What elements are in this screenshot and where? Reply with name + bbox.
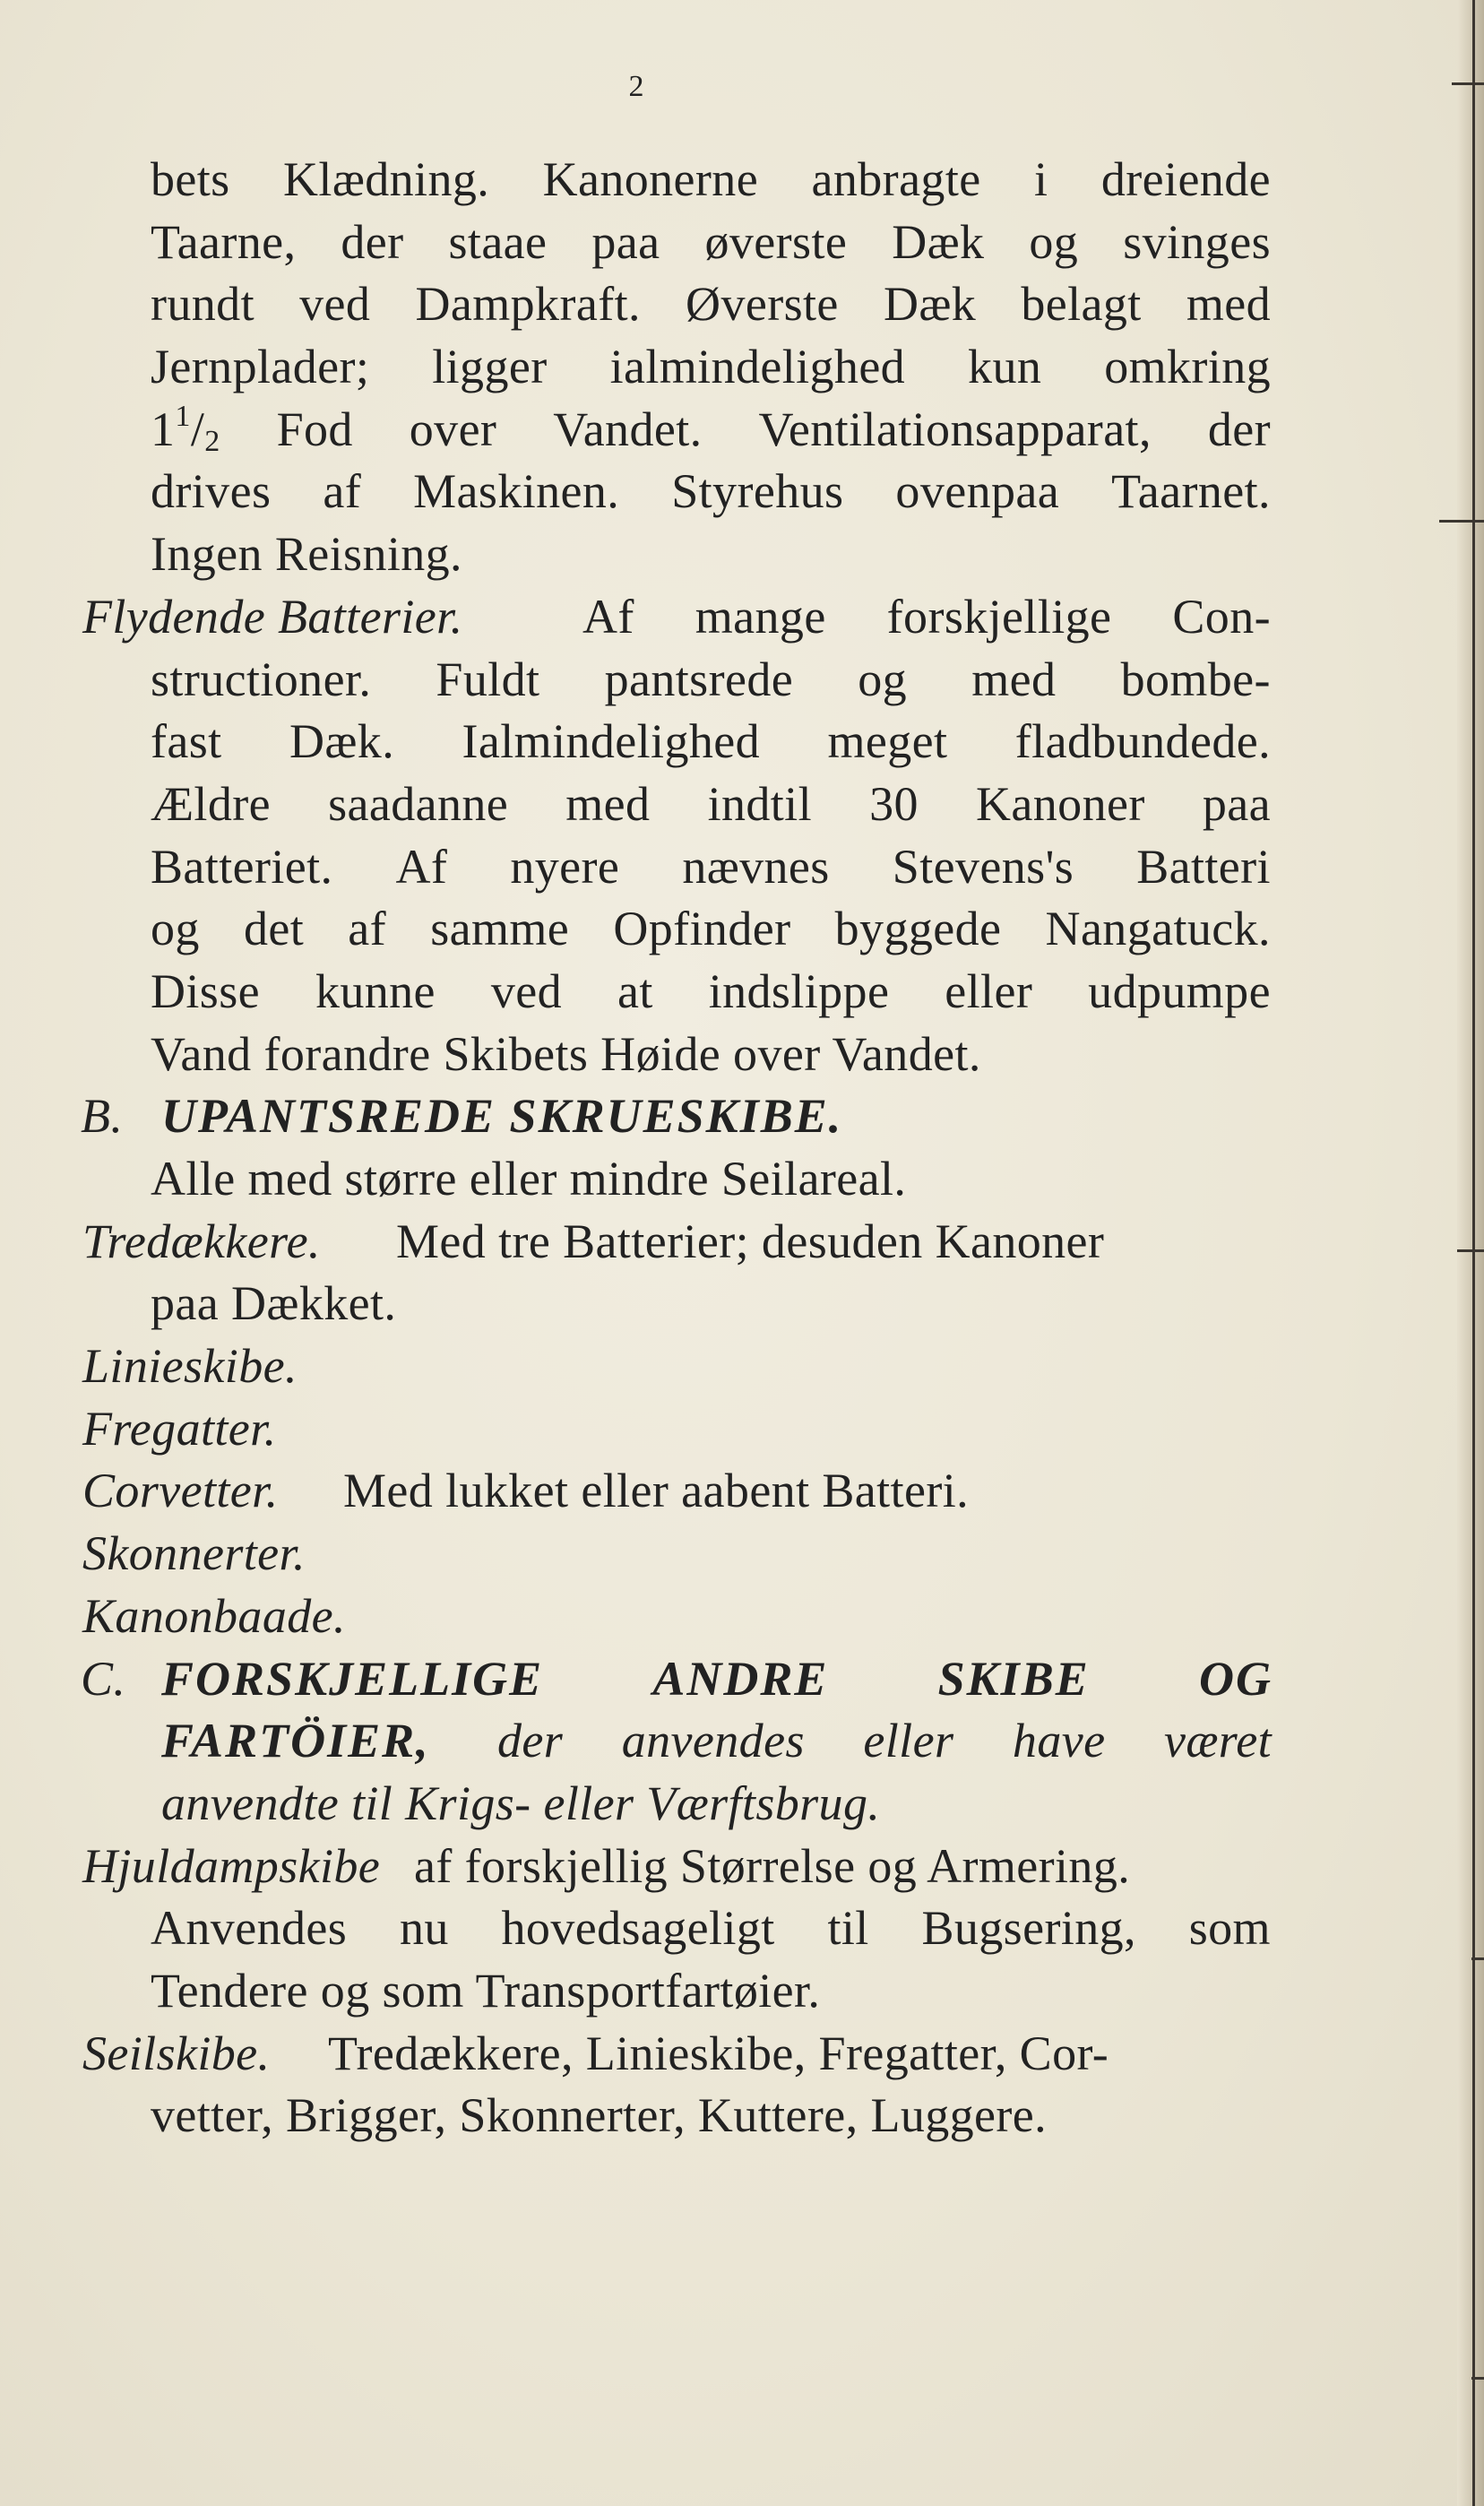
word: ovenpaa bbox=[895, 464, 1060, 519]
word: Styrehus bbox=[671, 464, 844, 519]
word: eller bbox=[945, 964, 1033, 1018]
word: pantsrede bbox=[604, 652, 794, 706]
word: i bbox=[1034, 152, 1048, 206]
text-line bbox=[72, 1836, 1344, 1898]
word: og bbox=[858, 652, 908, 706]
word: Anvendes bbox=[151, 1901, 348, 1956]
word: Dæk bbox=[883, 277, 977, 332]
justified-words bbox=[151, 461, 1271, 523]
text-line bbox=[72, 1024, 1344, 1086]
word: ved bbox=[299, 277, 371, 332]
word: Øverste bbox=[686, 277, 839, 332]
justified-words bbox=[151, 649, 1271, 712]
word: indslippe bbox=[708, 964, 890, 1018]
word: Ialmindelighed bbox=[462, 714, 761, 769]
word: Fod bbox=[276, 402, 353, 456]
word: det bbox=[243, 902, 305, 956]
entry-term: Flydende Batterier. bbox=[82, 589, 463, 644]
text-line bbox=[72, 399, 1344, 462]
word: der bbox=[1207, 402, 1271, 456]
line-text: Ingen Reisning. bbox=[151, 527, 462, 582]
justified-words bbox=[151, 149, 1271, 212]
italic-word: været bbox=[1164, 1714, 1272, 1768]
section-subtitle: anvendte til Krigs- eller Værftsbrug. bbox=[161, 1776, 881, 1830]
word: paa bbox=[591, 214, 660, 269]
italic-word: anvendes bbox=[621, 1714, 805, 1768]
text-line bbox=[72, 273, 1344, 336]
text-line bbox=[72, 649, 1344, 712]
word: Batteriet. bbox=[151, 839, 333, 894]
word: rundt bbox=[151, 277, 255, 332]
text-line bbox=[72, 1398, 1344, 1461]
word: fast bbox=[151, 714, 222, 769]
text-line bbox=[72, 586, 1344, 649]
justified-words bbox=[151, 1897, 1271, 1960]
justified-heading bbox=[161, 1648, 1273, 1711]
justified-words bbox=[151, 212, 1271, 274]
text-line bbox=[72, 961, 1344, 1024]
word: Fuldt bbox=[436, 652, 540, 706]
word: bombe- bbox=[1120, 652, 1271, 706]
word: der bbox=[341, 214, 404, 269]
fraction-whole: 1 bbox=[151, 402, 176, 456]
fraction-denominator: 2 bbox=[204, 424, 220, 458]
word: øverste bbox=[704, 214, 848, 269]
text-line bbox=[72, 1273, 1344, 1335]
justified-words bbox=[151, 273, 1271, 336]
line-text: vetter, Brigger, Skonnerter, Kuttere, Luggere. bbox=[151, 2088, 1048, 2143]
word: som bbox=[1188, 1901, 1271, 1956]
entry-term: Kanonbaade. bbox=[82, 1588, 346, 1643]
word: belagt bbox=[1021, 277, 1142, 332]
text-line bbox=[72, 773, 1344, 836]
section-title: UPANTSREDE SKRUESKIBE. bbox=[161, 1089, 843, 1144]
line-text: Alle med større eller mindre Seilareal. bbox=[151, 1152, 907, 1205]
word: og bbox=[151, 902, 200, 956]
word: Af bbox=[582, 589, 634, 644]
italic-word: eller bbox=[863, 1714, 954, 1768]
word: omkring bbox=[1104, 340, 1271, 394]
justified-words bbox=[151, 836, 1271, 899]
word: paa bbox=[1202, 776, 1271, 831]
word: ved bbox=[490, 964, 563, 1018]
section-heading-b bbox=[72, 1085, 1344, 1148]
heading-word: OG bbox=[1198, 1651, 1273, 1706]
word: Kanoner bbox=[976, 776, 1145, 831]
word: udpumpe bbox=[1088, 964, 1271, 1018]
word: Ventilationsapparat, bbox=[758, 402, 1152, 456]
word: fladbundede. bbox=[1014, 714, 1271, 769]
italic-word: der bbox=[497, 1714, 564, 1768]
word: med bbox=[565, 776, 651, 831]
word: dreiende bbox=[1100, 152, 1271, 206]
spine-binding-line bbox=[1472, 0, 1475, 2506]
text-line bbox=[72, 836, 1344, 899]
word: til bbox=[827, 1901, 869, 1956]
word: Jernplader; bbox=[151, 340, 370, 394]
text-line bbox=[72, 1148, 1344, 1211]
word: Stevens's bbox=[892, 839, 1074, 894]
word: Dæk bbox=[892, 214, 985, 269]
word: Ældre bbox=[151, 776, 271, 831]
word: Maskinen. bbox=[413, 464, 620, 519]
text-line bbox=[72, 1710, 1344, 1773]
word: kunne bbox=[315, 964, 436, 1018]
entry-term: Seilskibe. bbox=[82, 2026, 271, 2080]
word: samme bbox=[430, 902, 570, 956]
word: structioner. bbox=[151, 652, 372, 706]
word: drives bbox=[151, 464, 272, 519]
word: Taarne, bbox=[151, 214, 297, 269]
word: at bbox=[617, 964, 653, 1018]
text-line bbox=[72, 1211, 1344, 1274]
text-line bbox=[72, 1897, 1344, 1960]
word: anbragte bbox=[811, 152, 981, 206]
word: Dampkraft. bbox=[415, 277, 641, 332]
word: Taarnet. bbox=[1111, 464, 1271, 519]
word: Batteri bbox=[1136, 839, 1271, 894]
word: svinges bbox=[1123, 214, 1271, 269]
text-line bbox=[72, 711, 1344, 773]
fraction-slash: / bbox=[190, 402, 205, 456]
section-title-continued: FARTÖIER, bbox=[161, 1714, 430, 1768]
margin-mark bbox=[1471, 2377, 1484, 2380]
word: med bbox=[1186, 277, 1271, 332]
entry-description: af forskjellig Størrelse og Armering. bbox=[414, 1838, 1131, 1893]
text-line bbox=[72, 1335, 1344, 1398]
word: over bbox=[409, 402, 497, 456]
section-label: C. bbox=[81, 1651, 126, 1706]
page-number: 2 bbox=[628, 70, 644, 103]
text-line bbox=[72, 2023, 1344, 2086]
word: Af bbox=[395, 839, 448, 894]
justified-words bbox=[582, 586, 1271, 649]
page-spine bbox=[1457, 0, 1484, 2506]
word: med bbox=[971, 652, 1057, 706]
word: Nangatuck. bbox=[1045, 902, 1271, 956]
text-line bbox=[72, 1773, 1344, 1836]
word: kun bbox=[968, 340, 1042, 394]
text-line bbox=[72, 1586, 1344, 1648]
word: Vandet. bbox=[553, 402, 703, 456]
word: byggede bbox=[834, 902, 1002, 956]
justified-words bbox=[151, 711, 1271, 773]
heading-word: ANDRE bbox=[652, 1651, 829, 1706]
word: Klædning. bbox=[283, 152, 490, 206]
entry-term: Linieskibe. bbox=[82, 1339, 298, 1394]
word: forskjellige bbox=[886, 589, 1112, 644]
word: meget bbox=[827, 714, 948, 769]
text-line bbox=[72, 1960, 1344, 2023]
entry-description: Tredækkere, Linieskibe, Fregatter, Cor- bbox=[328, 2026, 1109, 2080]
text-line bbox=[72, 523, 1344, 586]
justified-italic-words bbox=[497, 1710, 1272, 1773]
justified-words bbox=[151, 773, 1271, 836]
word: Dæk. bbox=[289, 714, 395, 769]
text-line bbox=[72, 1523, 1344, 1586]
text-line bbox=[72, 461, 1344, 523]
margin-mark bbox=[1457, 1249, 1484, 1252]
word: ligger bbox=[432, 340, 548, 394]
word: af bbox=[323, 464, 362, 519]
word: nu bbox=[399, 1901, 449, 1956]
justified-words bbox=[151, 399, 1271, 462]
body-text bbox=[72, 149, 1344, 2147]
entry-term: Fregatter. bbox=[82, 1401, 277, 1456]
justified-words bbox=[151, 336, 1271, 399]
entry-term: Hjuldampskibe bbox=[82, 1838, 381, 1893]
text-line bbox=[72, 1460, 1344, 1523]
margin-mark bbox=[1452, 82, 1484, 85]
entry-description: Med lukket eller aabent Batteri. bbox=[343, 1464, 970, 1518]
word: nævnes bbox=[682, 839, 830, 894]
text-line bbox=[72, 898, 1344, 961]
word: indtil bbox=[707, 776, 812, 831]
word: nyere bbox=[510, 839, 620, 894]
fraction-numerator: 1 bbox=[175, 399, 191, 433]
word: bets bbox=[151, 152, 230, 206]
text-line bbox=[72, 336, 1344, 399]
fraction bbox=[151, 399, 220, 462]
entry-term: Tredækkere. bbox=[82, 1214, 321, 1268]
entry-term: Corvetter. bbox=[82, 1464, 279, 1518]
word: ialmindelighed bbox=[609, 340, 906, 394]
word: 30 bbox=[869, 776, 919, 831]
entry-term: Skonnerter. bbox=[82, 1526, 306, 1581]
italic-word: have bbox=[1012, 1714, 1106, 1768]
word: Opfinder bbox=[613, 902, 791, 956]
line-text: paa Dækket. bbox=[151, 1276, 397, 1331]
section-heading-c bbox=[72, 1648, 1344, 1711]
line-text: Vand forandre Skibets Høide over Vandet. bbox=[151, 1026, 981, 1081]
justified-words bbox=[151, 898, 1271, 961]
entry-description: Med tre Batterier; desuden Kanoner bbox=[396, 1214, 1105, 1268]
word: staae bbox=[448, 214, 548, 269]
text-line bbox=[72, 2085, 1344, 2147]
word: saadanne bbox=[328, 776, 509, 831]
word: Bugsering, bbox=[921, 1901, 1136, 1956]
line-text: Tendere og som Transportfartøier. bbox=[151, 1963, 821, 2018]
word: og bbox=[1029, 214, 1079, 269]
word: hovedsageligt bbox=[501, 1901, 775, 1956]
section-label: B. bbox=[81, 1089, 124, 1144]
word: mange bbox=[695, 589, 826, 644]
word: Disse bbox=[151, 964, 260, 1018]
text-line bbox=[72, 212, 1344, 274]
word: Con- bbox=[1172, 589, 1271, 644]
margin-mark bbox=[1471, 1957, 1484, 1960]
justified-words bbox=[151, 961, 1271, 1024]
heading-word: SKIBE bbox=[937, 1651, 1090, 1706]
word: Kanonerne bbox=[542, 152, 759, 206]
margin-mark bbox=[1439, 520, 1484, 523]
heading-word: FORSKJELLIGE bbox=[161, 1651, 544, 1706]
word: af bbox=[348, 902, 387, 956]
text-line bbox=[72, 149, 1344, 212]
